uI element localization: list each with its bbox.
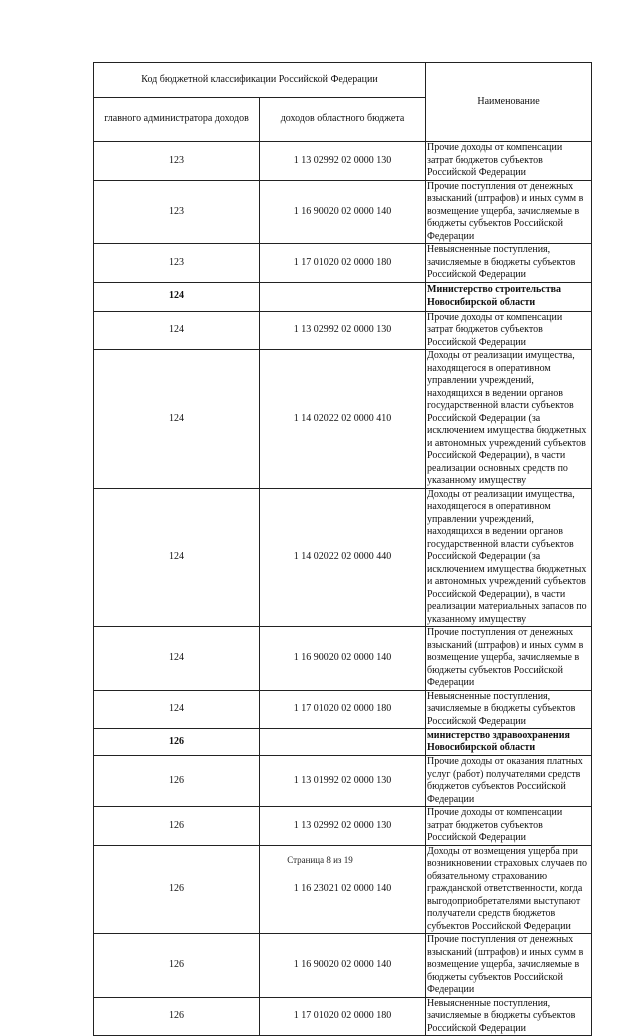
page-number: Страница 8 из 19 <box>287 855 353 865</box>
table-row <box>94 282 592 311</box>
income-code-cell: 1 16 90020 02 0000 140 <box>260 627 426 691</box>
name-cell: Доходы от возмещения ущерба при возникновении страховых случаев по обязательному страхованию гражданской ответственности, когда выгодоприобретателями выступают получатели средств бюджетов субъектов Российской Федерации <box>426 845 592 934</box>
admin-code-cell: 124 <box>94 488 260 627</box>
table-row <box>94 756 592 807</box>
admin-code-cell: 124 <box>94 690 260 729</box>
income-code-cell: 1 16 90020 02 0000 140 <box>260 180 426 244</box>
income-code-cell: 1 16 23021 02 0000 140 <box>260 845 426 934</box>
name-cell: Прочие поступления от денежных взысканий (штрафов) и иных сумм в возмещение ущерба, зачисляемые в бюджеты субъектов Российской Федерации <box>426 180 592 244</box>
table-row <box>94 934 592 998</box>
name-cell: Прочие поступления от денежных взысканий (штрафов) и иных сумм в возмещение ущерба, зачисляемые в бюджеты субъектов Российской Федерации <box>426 627 592 691</box>
header-income: доходов областного бюджета <box>260 98 426 142</box>
header-group-title: Код бюджетной классификации Российской Федерации <box>94 63 426 98</box>
name-cell: Министерство строительства Новосибирской области <box>426 282 592 311</box>
income-code-cell: 1 14 02022 02 0000 410 <box>260 350 426 489</box>
name-cell: Невыясненные поступления, зачисляемые в бюджеты субъектов Российской Федерации <box>426 690 592 729</box>
admin-code-cell: 124 <box>94 350 260 489</box>
name-cell: Доходы от реализации имущества, находящегося в оперативном управлении учреждений, находящихся в ведении органов государственной власти субъектов Российской Федерации (за исключением имущества бюджетных и автономных учреждений субъектов Российской Федерации), в части реализации основных средств по указанному имуществу <box>426 350 592 489</box>
header-name: Наименование <box>426 63 592 142</box>
admin-code-cell: 126 <box>94 807 260 846</box>
income-code-cell: 1 17 01020 02 0000 180 <box>260 997 426 1036</box>
admin-code-cell: 123 <box>94 180 260 244</box>
income-code-cell: 1 17 01020 02 0000 180 <box>260 690 426 729</box>
name-cell: Прочие доходы от компенсации затрат бюджетов субъектов Российской Федерации <box>426 807 592 846</box>
name-cell: Прочие доходы от компенсации затрат бюджетов субъектов Российской Федерации <box>426 311 592 350</box>
name-cell: Прочие поступления от денежных взысканий (штрафов) и иных сумм в возмещение ущерба, зачисляемые в бюджеты субъектов Российской Федерации <box>426 934 592 998</box>
name-cell: министерство здравоохранения Новосибирской области <box>426 729 592 756</box>
admin-code-cell: 124 <box>94 311 260 350</box>
admin-code-cell: 124 <box>94 282 260 311</box>
admin-code-cell: 126 <box>94 934 260 998</box>
table-row <box>94 311 592 350</box>
header-admin: главного администратора доходов <box>94 98 260 142</box>
admin-code-cell: 126 <box>94 997 260 1036</box>
table-row <box>94 690 592 729</box>
income-code-cell: 1 17 01020 02 0000 180 <box>260 244 426 283</box>
table-row <box>94 180 592 244</box>
income-code-cell: 1 13 02992 02 0000 130 <box>260 807 426 846</box>
income-code-cell: 1 16 90020 02 0000 140 <box>260 934 426 998</box>
table-row <box>94 807 592 846</box>
name-cell: Невыясненные поступления, зачисляемые в бюджеты субъектов Российской Федерации <box>426 997 592 1036</box>
table-row <box>94 997 592 1036</box>
table-row <box>94 350 592 489</box>
table-row <box>94 627 592 691</box>
income-code-cell <box>260 282 426 311</box>
header-row-1 <box>94 63 592 98</box>
admin-code-cell: 123 <box>94 142 260 181</box>
name-cell: Прочие доходы от компенсации затрат бюджетов субъектов Российской Федерации <box>426 142 592 181</box>
admin-code-cell: 124 <box>94 627 260 691</box>
admin-code-cell: 126 <box>94 729 260 756</box>
income-code-cell: 1 13 02992 02 0000 130 <box>260 311 426 350</box>
income-code-cell <box>260 729 426 756</box>
budget-classification-table <box>93 62 592 1036</box>
table-row <box>94 244 592 283</box>
name-cell: Доходы от реализации имущества, находящегося в оперативном управлении учреждений, находящихся в ведении органов государственной власти субъектов Российской Федерации (за исключением имущества бюджетных и автономных учреждений субъектов Российской Федерации), в части реализации материальных запасов по указанному имуществу <box>426 488 592 627</box>
table-row <box>94 142 592 181</box>
admin-code-cell: 126 <box>94 756 260 807</box>
admin-code-cell: 126 <box>94 845 260 934</box>
income-code-cell: 1 14 02022 02 0000 440 <box>260 488 426 627</box>
table-body <box>94 142 592 1036</box>
name-cell: Прочие доходы от оказания платных услуг (работ) получателями средств бюджетов субъектов Российской Федерации <box>426 756 592 807</box>
table-row <box>94 729 592 756</box>
name-cell: Невыясненные поступления, зачисляемые в бюджеты субъектов Российской Федерации <box>426 244 592 283</box>
income-code-cell: 1 13 01992 02 0000 130 <box>260 756 426 807</box>
admin-code-cell: 123 <box>94 244 260 283</box>
table-row <box>94 488 592 627</box>
income-code-cell: 1 13 02992 02 0000 130 <box>260 142 426 181</box>
